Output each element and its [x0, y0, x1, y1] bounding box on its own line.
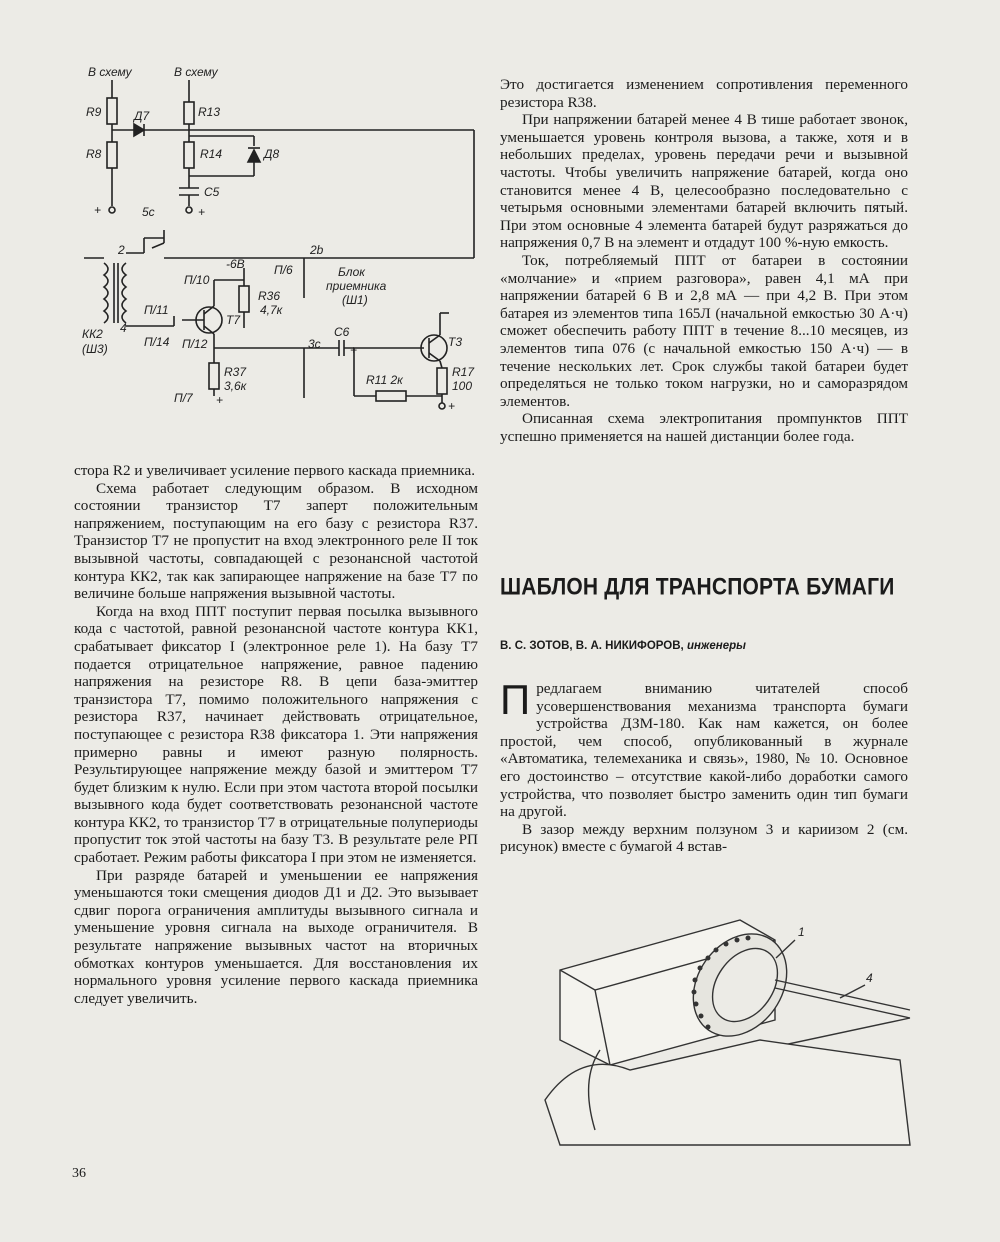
svg-text:П/7: П/7 [174, 391, 193, 405]
svg-text:4,7к: 4,7к [260, 303, 283, 317]
svg-text:В схему: В схему [88, 65, 132, 79]
figure-label-4: 4 [866, 971, 873, 985]
svg-text:C5: C5 [204, 185, 220, 199]
svg-text:П/11: П/11 [144, 303, 169, 317]
left-paragraph-1: стора R2 и увеличивает усиление первого каскада приемника. [74, 462, 475, 479]
right-paragraph-1: Это достигается изменением сопротивления переменного резистора R38. [500, 76, 908, 111]
svg-text:приемника: приемника [326, 279, 387, 293]
svg-text:R14: R14 [200, 147, 223, 161]
svg-text:5с: 5с [142, 205, 155, 219]
right-column-text [500, 76, 908, 445]
intro-paragraph-1-text: редлагаем вниманию читателей способ усовершенствования механизма транспорта бумаги устройства ДЗМ-180. Как нам кажется, он более простой, чем способ, опубликованный в журнале «Автоматика, телемеханика и связь», 1980, № 10. Основное его достоинство – отсутствие какой-либо доработки самого устройства, что позволяет быстро заменить один тип бумаги на другой. [500, 680, 908, 821]
svg-text:+: + [448, 399, 456, 413]
svg-text:R36: R36 [258, 289, 281, 303]
r14-resistor [184, 142, 194, 168]
left-paragraph-3: Когда на вход ППТ поступит первая посылка вызывного кода с частотой, равной резонансной частоте контура КК1, срабатывает фиксатор I (электронное реле 1). На базу Т7 подается отрицательное напряжение, равное падению напряжения на резисторе R8. В цепи база-эмиттер транзистора Т7, помимо положительного напряжения с резистора R37, начинает действовать отрицательное, поступающее с резистора R38 фиксатора 1. Эти напряжения примерно равны и имеют разную полярность. Результирующее напряжение между базой и эмиттером Т7 будет близким к нулю. Если при этом частота второй посылки вызывного кода будет соответствовать резонансной частоте контура КК2, то транзистор Т7 в отрицательные полупериоды пропустит ток этой частоты на базу Т3. В результате реле РП сработает. Режим работы фиксатора I при этом не изменяется. [74, 602, 478, 867]
authors-names: В. С. ЗОТОВ, В. А. НИКИФОРОВ, [500, 640, 684, 652]
device-illustration [540, 900, 920, 1150]
svg-text:+: + [198, 205, 206, 219]
svg-text:(Ш1): (Ш1) [342, 293, 368, 307]
article-title: ШАБЛОН ДЛЯ ТРАНСПОРТА БУМАГИ [500, 574, 895, 601]
svg-text:Д7: Д7 [134, 109, 150, 123]
r36-resistor [239, 286, 249, 312]
svg-text:П/12: П/12 [182, 337, 208, 351]
left-column-text [74, 462, 478, 1007]
svg-text:R9: R9 [86, 105, 102, 119]
r9-resistor [107, 98, 117, 124]
svg-text:В схему: В схему [174, 65, 218, 79]
article-authors [500, 640, 920, 652]
right-paragraph-4: Описанная схема электропитания промпунктов ППТ успешно применяется на нашей дистанции более года. [500, 410, 908, 445]
svg-text:2: 2 [118, 243, 125, 257]
svg-text:П/10: П/10 [184, 273, 210, 287]
right-paragraph-2: При напряжении батарей менее 4 В тише работает звонок, уменьшается уровень контроля вызова, а также, хотя и в небольших пределах, уровень передачи речи и вызывной частоты. Чтобы увеличить напряжение батарей, когда оно становится менее 4 В, целесообразно последовательно с четырьмя основными элементами батарей включить пятый. При этом основные 4 элемента батарей будут разряжаться до напряжения 0,7 В на элемент и отдадут 100 %-ную емкость. [500, 111, 908, 252]
svg-text:+: + [216, 393, 224, 407]
svg-text:2b: 2b [310, 243, 324, 257]
r8-resistor [107, 142, 117, 168]
r17-resistor [437, 368, 447, 394]
authors-role: инженеры [686, 640, 746, 652]
left-paragraph-2: Схема работает следующим образом. В исходном состоянии транзистор Т7 заперт положительным напряжением, поступающим на его базу с резистора R37. Транзистор Т7 не пропустит на вход электронного реле II ток вызывной частоты, совпадающей с резонансной частотой контура КК2, так как запирающее напряжение на базе Т7 по величине больше напряжения вызывной частоты. [74, 479, 478, 603]
r11-resistor [376, 391, 406, 401]
svg-text:П/14: П/14 [144, 335, 170, 349]
svg-text:4: 4 [120, 321, 127, 335]
svg-text:3с: 3с [308, 337, 321, 351]
figure-label-1: 1 [798, 925, 805, 939]
intro-paragraph-2: В зазор между верхним ползуном 3 и кариизом 2 (см. рисунок) вместе с бумагой 4 встав- [500, 820, 908, 856]
svg-text:П/6: П/6 [274, 263, 293, 277]
svg-text:R13: R13 [198, 105, 221, 119]
svg-text:(Ш3): (Ш3) [82, 342, 108, 356]
svg-text:3,6к: 3,6к [224, 379, 247, 393]
svg-text:-6В: -6В [226, 257, 245, 271]
page-number: 36 [72, 1166, 86, 1181]
svg-text:R17: R17 [452, 365, 475, 379]
r13-resistor [184, 102, 194, 124]
svg-text:Д8: Д8 [264, 147, 280, 161]
left-paragraph-4: При разряде батарей и уменьшении ее напряжения уменьшаются токи смещения диодов Д1 и Д2. Это вызывает сдвиг порога ограничения амплитуды вызывного сигнала и уменьшение уровня сигнала на выходе ограничителя. В результате напряжение вызывных частот на вторичных обмотках контуров уменьшается. Для восстановления их нормального уровня усиление первого каскада приемника следует увеличить. [74, 866, 478, 1007]
svg-text:Т7: Т7 [226, 313, 241, 327]
svg-text:R11 2к: R11 2к [366, 373, 403, 387]
svg-text:+: + [94, 203, 102, 217]
right-paragraph-3: Ток, потребляемый ППТ от батареи в состоянии «молчание» и «прием разговора», равен 4,1 мА при напряжении батарей 6 В и 2,8 мА — при 4,2 В. При этом батарея из элементов типа 165Л (начальной емкостью 30 А·ч) сможет обеспечить работу ППТ в течение 8...10 месяцев, из элементов типа 076 (с начальной емкостью 150 А·ч) — в течение нескольких лет. Срок службы такой батареи будет определяться не только током нагрузки, но и саморазрядом элементов. [500, 251, 908, 410]
intro-paragraph-1 [500, 676, 908, 821]
svg-text:R37: R37 [224, 365, 247, 379]
svg-text:100: 100 [452, 379, 473, 393]
svg-text:R8: R8 [86, 147, 102, 161]
svg-text:+: + [350, 343, 358, 357]
svg-text:С6: С6 [334, 325, 350, 339]
r37-resistor [209, 363, 219, 389]
drop-cap: П [500, 676, 531, 723]
svg-text:Т3: Т3 [448, 335, 463, 349]
svg-text:Блок: Блок [338, 265, 365, 279]
svg-text:КК2: КК2 [82, 327, 103, 341]
article-intro [500, 676, 908, 856]
circuit-diagram [64, 58, 484, 458]
